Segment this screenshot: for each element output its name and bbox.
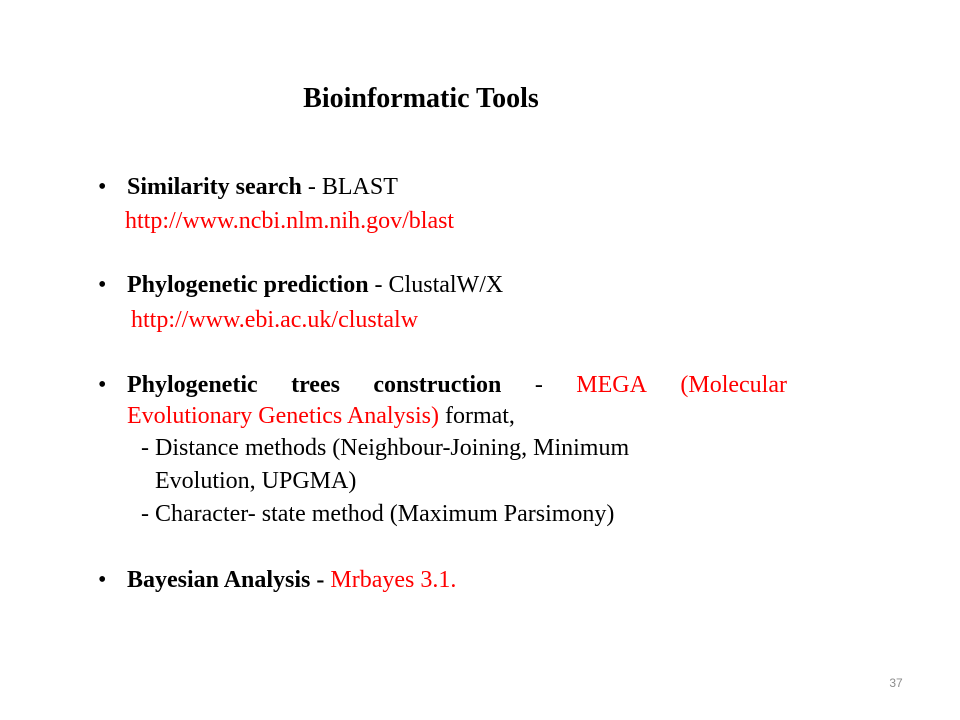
page-number: 37 bbox=[889, 676, 903, 690]
item-suffix: format, bbox=[438, 403, 515, 429]
item-label: Bayesian Analysis bbox=[127, 567, 311, 593]
item-bayesian-analysis bbox=[127, 565, 456, 595]
item-separator: - bbox=[368, 272, 389, 298]
item-separator: - bbox=[301, 174, 322, 200]
sub-item-distance-methods-cont: Evolution, UPGMA) bbox=[155, 468, 357, 494]
bullet-icon: • bbox=[98, 372, 107, 398]
item-phylogenetic-trees bbox=[127, 370, 787, 400]
item-label: Phylogenetic prediction bbox=[127, 272, 369, 298]
item-tool-line2: Evolutionary Genetics Analysis) bbox=[127, 403, 439, 429]
slide-title: Bioinformatic Tools bbox=[303, 83, 539, 114]
item-tool: Mrbayes 3.1. bbox=[330, 567, 457, 593]
item-label-word: Phylogenetic bbox=[127, 372, 258, 398]
item-tool: BLAST bbox=[321, 174, 398, 200]
item-tool-continued bbox=[127, 401, 515, 431]
item-tool: ClustalW/X bbox=[388, 272, 504, 298]
sub-item-character-state: - Character- state method (Maximum Parsimony) bbox=[141, 501, 615, 527]
sub-item-distance-methods: - Distance methods (Neighbour-Joining, Minimum bbox=[141, 435, 630, 461]
item-label-word: trees bbox=[291, 372, 340, 398]
bullet-icon: • bbox=[98, 174, 107, 200]
item-tool-word: MEGA bbox=[576, 372, 647, 398]
item-similarity-search bbox=[127, 172, 398, 202]
clustalw-url-link[interactable]: http://www.ebi.ac.uk/clustalw bbox=[131, 307, 419, 333]
bullet-icon: • bbox=[98, 567, 107, 593]
item-tool-word: (Molecular bbox=[680, 372, 787, 398]
item-label-word: construction bbox=[373, 372, 502, 398]
item-separator: - bbox=[534, 372, 543, 398]
item-separator: - bbox=[310, 567, 331, 593]
item-phylogenetic-prediction bbox=[127, 270, 503, 300]
blast-url-link[interactable]: http://www.ncbi.nlm.nih.gov/blast bbox=[125, 208, 455, 234]
item-label: Similarity search bbox=[127, 174, 302, 200]
bullet-icon: • bbox=[98, 272, 107, 298]
